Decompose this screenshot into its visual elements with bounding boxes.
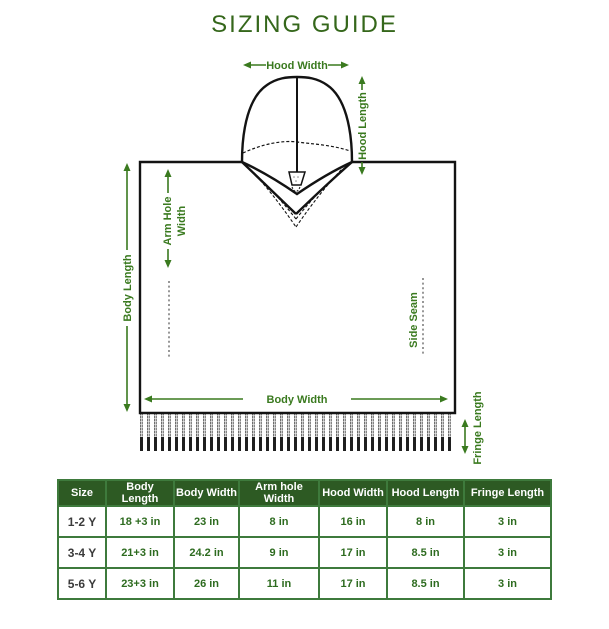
poncho-hood-drawing <box>242 77 352 227</box>
arm-hole-width-value: 9 in <box>239 537 319 568</box>
body-length-value: 18 +3 in <box>106 506 174 537</box>
fringe-tips-illustration <box>140 437 454 451</box>
body-width-value: 23 in <box>174 506 239 537</box>
fringe-length-arrow <box>462 419 469 454</box>
hood-tag-detail <box>289 172 305 185</box>
header-arm-hole-width: Arm hole Width <box>239 480 319 506</box>
arm-hole-width-label-line1: Arm Hole <box>162 196 174 246</box>
fringe-length-label: Fringe Length <box>472 391 484 465</box>
body-length-label: Body Length <box>122 254 134 322</box>
header-fringe-length: Fringe Length <box>464 480 551 506</box>
fringe-length-value: 3 in <box>464 568 551 599</box>
fringe-illustration <box>140 414 454 437</box>
hood-width-arrow <box>243 62 349 69</box>
size-value: 1-2 Y <box>58 506 106 537</box>
hood-width-value: 17 in <box>319 568 387 599</box>
body-width-value: 26 in <box>174 568 239 599</box>
body-length-arrow <box>124 163 131 412</box>
arm-hole-width-arrow <box>165 169 172 268</box>
size-table-header-row <box>58 480 551 506</box>
hood-length-value: 8.5 in <box>387 537 464 568</box>
side-seam-label: Side Seam <box>408 292 420 348</box>
hood-length-value: 8.5 in <box>387 568 464 599</box>
hood-width-value: 16 in <box>319 506 387 537</box>
hood-width-value: 17 in <box>319 537 387 568</box>
table-row-5-6y <box>58 568 551 599</box>
hood-length-arrow <box>359 76 366 175</box>
size-value: 5-6 Y <box>58 568 106 599</box>
arm-hole-width-value: 8 in <box>239 506 319 537</box>
size-table <box>57 479 552 600</box>
arm-hole-width-label-line2: Width <box>176 205 188 237</box>
header-body-width: Body Width <box>174 480 239 506</box>
header-hood-width: Hood Width <box>319 480 387 506</box>
fringe-length-value: 3 in <box>464 537 551 568</box>
size-value: 3-4 Y <box>58 537 106 568</box>
poncho-body-outline <box>140 162 455 413</box>
header-hood-length: Hood Length <box>387 480 464 506</box>
fringe-length-value: 3 in <box>464 506 551 537</box>
body-length-value: 23+3 in <box>106 568 174 599</box>
header-size: Size <box>58 480 106 506</box>
arm-hole-width-value: 11 in <box>239 568 319 599</box>
page-title: SIZING GUIDE <box>211 11 398 38</box>
hood-length-value: 8 in <box>387 506 464 537</box>
body-length-value: 21+3 in <box>106 537 174 568</box>
body-width-arrow <box>144 396 448 403</box>
table-row-1-2y <box>58 506 551 537</box>
header-body-length: Body Length <box>106 480 174 506</box>
body-width-label: Body Width <box>266 394 328 406</box>
table-row-3-4y <box>58 537 551 568</box>
body-width-value: 24.2 in <box>174 537 239 568</box>
hood-length-label: Hood Length <box>357 92 369 160</box>
hood-width-label: Hood Width <box>266 60 328 72</box>
